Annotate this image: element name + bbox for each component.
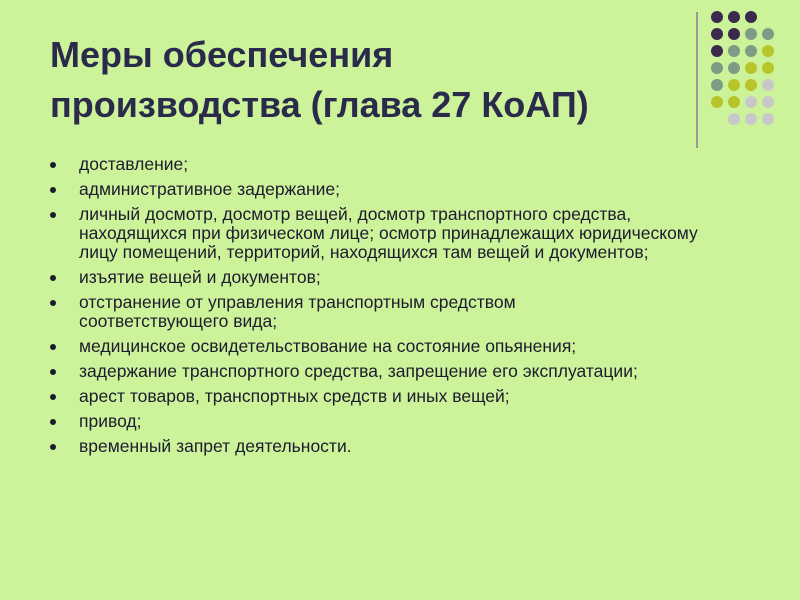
decor-dot bbox=[728, 62, 740, 74]
decor-dot bbox=[711, 96, 723, 108]
decor-dot bbox=[728, 79, 740, 91]
vertical-divider bbox=[696, 12, 698, 148]
bullet-marker bbox=[50, 369, 56, 375]
bullet-text: задержание транспортного средства, запрещение его эксплуатации; bbox=[79, 361, 638, 381]
bullet-item bbox=[50, 387, 770, 406]
bullet-marker bbox=[50, 162, 56, 168]
bullet-item bbox=[50, 293, 770, 331]
bullet-marker bbox=[50, 344, 56, 350]
bullet-text: временный запрет деятельности. bbox=[79, 436, 352, 456]
decor-dot bbox=[745, 113, 757, 125]
decor-dot bbox=[745, 11, 757, 23]
bullet-text: личный досмотр, досмотр вещей, досмотр транспортного средства, находящихся при физическом лице; осмотр принадлежащих юридическому лицу помещений, территорий, находящихся там вещей и документов; bbox=[79, 204, 698, 262]
bullet-marker bbox=[50, 394, 56, 400]
decor-dot bbox=[762, 96, 774, 108]
bullet-text: изъятие вещей и документов; bbox=[79, 267, 321, 287]
decor-dot bbox=[745, 28, 757, 40]
decor-dot bbox=[728, 11, 740, 23]
decor-dot bbox=[711, 28, 723, 40]
bullet-marker bbox=[50, 187, 56, 193]
decor-dot bbox=[711, 45, 723, 57]
decor-dot bbox=[728, 45, 740, 57]
decor-dot bbox=[762, 62, 774, 74]
slide-title-line-1: Меры обеспечения bbox=[50, 34, 394, 75]
bullet-list bbox=[50, 155, 770, 462]
bullet-text: медицинское освидетельствование на состояние опьянения; bbox=[79, 336, 577, 356]
decor-dot bbox=[745, 45, 757, 57]
decor-dot bbox=[745, 62, 757, 74]
bullet-item bbox=[50, 180, 770, 199]
decor-dot bbox=[711, 11, 723, 23]
decor-dot bbox=[728, 28, 740, 40]
bullet-text: отстранение от управления транспортным средством соответствующего вида; bbox=[79, 292, 516, 331]
decor-dot bbox=[728, 113, 740, 125]
decor-dot bbox=[762, 45, 774, 57]
bullet-item bbox=[50, 337, 770, 356]
decor-dot bbox=[762, 79, 774, 91]
decor-dot bbox=[711, 62, 723, 74]
decor-dot bbox=[745, 79, 757, 91]
bullet-marker bbox=[50, 275, 56, 281]
decor-dot bbox=[728, 96, 740, 108]
slide-title bbox=[50, 30, 650, 130]
decor-dot bbox=[745, 96, 757, 108]
bullet-text: доставление; bbox=[79, 154, 189, 174]
decor-dot bbox=[762, 113, 774, 125]
decor-dot bbox=[762, 28, 774, 40]
bullet-item bbox=[50, 362, 770, 381]
slide-title-line-2: производства (глава 27 КоАП) bbox=[50, 84, 589, 125]
bullet-marker bbox=[50, 212, 56, 218]
bullet-text: административное задержание; bbox=[79, 179, 341, 199]
decorative-dot-grid bbox=[711, 11, 791, 131]
bullet-item bbox=[50, 155, 770, 174]
bullet-text: арест товаров, транспортных средств и иных вещей; bbox=[79, 386, 510, 406]
bullet-marker bbox=[50, 444, 56, 450]
bullet-item bbox=[50, 412, 770, 431]
bullet-item bbox=[50, 205, 770, 262]
decor-dot bbox=[711, 79, 723, 91]
bullet-item bbox=[50, 268, 770, 287]
bullet-marker bbox=[50, 419, 56, 425]
bullet-item bbox=[50, 437, 770, 456]
bullet-text: привод; bbox=[79, 411, 142, 431]
bullet-marker bbox=[50, 300, 56, 306]
